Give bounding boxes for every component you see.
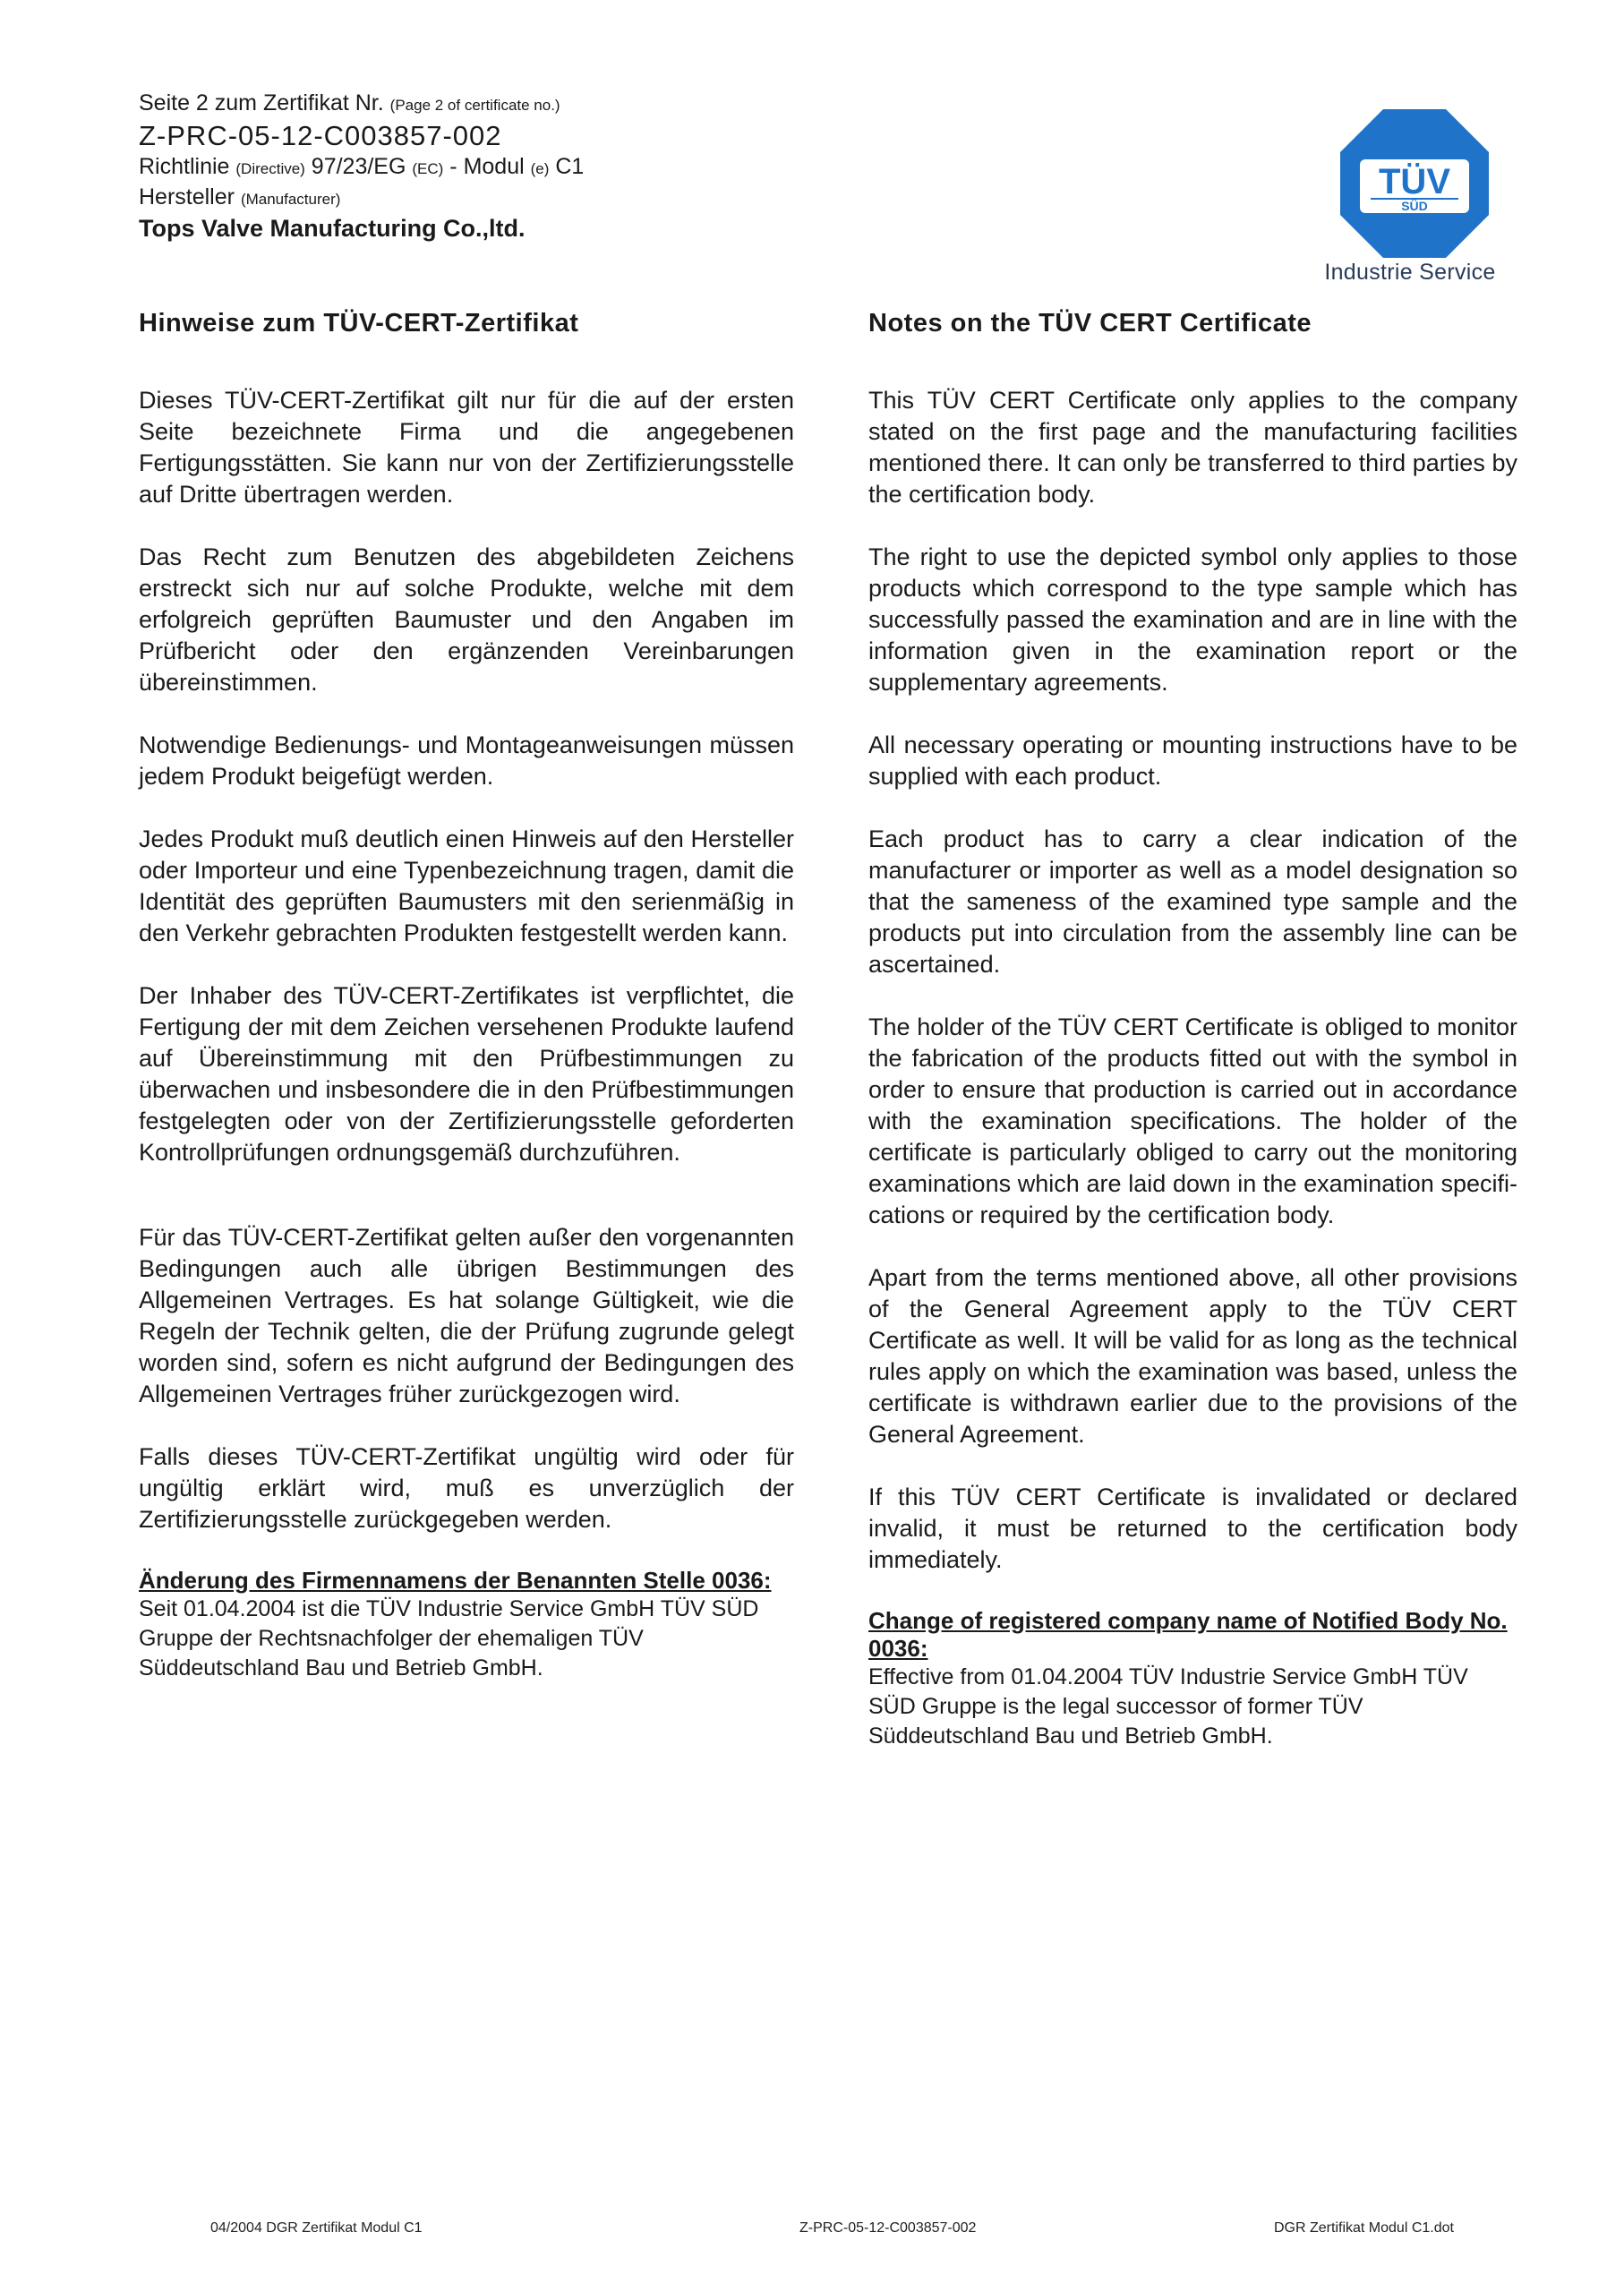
directive-line [139,156,944,178]
tuv-sud-logo-icon [1338,107,1491,260]
logo-brand-text: TÜV [1379,162,1450,201]
english-paragraph: The right to use the depicted symbol only applies to those products which correspond to the type sample which has successfully passed the examination and are in line with the information given in the examination report or the supplementary agreements. [868,543,1517,696]
footer-center: Z-PRC-05-12-C003857-002 [799,2220,977,2236]
module-label-en: (e) [530,160,550,177]
german-paragraph: Jedes Produkt muß deutlich einen Hinweis auf den Hersteller oder Importeur und eine Typenbezeichnung tragen, damit die Identität des geprüften Baumusters mit den serienmäßig in den Verkehr gebrachten Produkten festgestellt werden kann. [139,825,794,946]
manufacturer-label-en: (Manufacturer) [240,191,341,208]
german-title: Hinweise zum TÜV-CERT-Zertifikat [139,309,579,338]
german-note-title: Änderung des Firmennamens der Benannten Stelle 0036: [139,1567,772,1594]
english-notes-column [868,309,1517,1751]
english-paragraph: This TÜV CERT Certificate only applies to the company stated on the first page and the manufacturing facilities mentioned there. It can only be transferred to third parties by the certification body. [868,387,1517,508]
english-note-body: Effective from 01.04.2004 TÜV Industrie Service GmbH TÜV SÜD Gruppe is the legal successor of former TÜV Süddeutschland Bau und Betrieb GmbH. [868,1664,1468,1749]
english-paragraph: Apart from the terms mentioned above, all other provisions of the General Agreement apply to the TÜV CERT Certificate as well. It will be valid for as long as the technical rules apply on which the examination was based, unless the certificate is withdrawn earlier due to the provisions of the General Agreement. [868,1264,1517,1448]
german-paragraph: Für das TÜV-CERT-Zertifikat gelten außer den vorgenannten Bedingungen auch alle übrigen Bestimmungen des Allgemeinen Vertrages. Es hat solange Gültigkeit, wie die Regeln der Technik gelten, die der Prüfung zugrunde gelegt worden sind, sofern es nicht aufgrund der Bedingungen des Allgemeinen Vertrages früher zurückgezogen wird. [139,1224,794,1407]
german-paragraph: Falls dieses TÜV-CERT-Zertifikat ungültig wird oder für ungültig erklärt wird, muß es unverzüglich der Zertifizierungsstelle zurückgegeben werden. [139,1443,794,1533]
footer-right: DGR Zertifikat Modul C1.dot [1274,2220,1454,2236]
page-reference-en: (Page 2 of certificate no.) [389,97,560,114]
german-note-body: Seit 01.04.2004 ist die TÜV Industrie Service GmbH TÜV SÜD Gruppe der Rechtsnachfolger der ehemaligen TÜV Süddeutschland Bau und Betrieb GmbH. [139,1596,759,1681]
english-note-title: Change of registered company name of Notified Body No. 0036: [868,1607,1508,1662]
manufacturer-label-line [139,186,944,209]
english-paragraph: If this TÜV CERT Certificate is invalidated or declared invalid, it must be returned to the certification body immediately. [868,1484,1517,1573]
german-paragraph: Notwendige Bedienungs- und Montageanweisungen müssen jedem Produkt beigefügt werden. [139,731,794,790]
english-paragraph: All necessary operating or mounting instructions have to be supplied with each product. [868,731,1517,790]
german-paragraph: Der Inhaber des TÜV-CERT-Zertifikates ist verpflichtet, die Fertigung der mit dem Zeichen versehenen Produkte laufend auf Übereinstimmung mit den Prüfbestimmungen zu überwachen und insbesondere die in den Prüfbestimmungen festgelegten oder von der Zertifizierungsstelle geforderten Kontrollprüfungen ordnungsgemäß durchzuführen. [139,982,794,1166]
page-reference-de: Seite 2 zum Zertifikat Nr. [139,90,384,115]
manufacturer-name: Tops Valve Manufacturing Co.,ltd. [139,215,526,242]
manufacturer-label: Hersteller [139,184,235,210]
english-title: Notes on the TÜV CERT Certificate [868,309,1312,338]
german-paragraph: Das Recht zum Benutzen des abgebildeten Zeichens erstreckt sich nur auf solche Produkte, welche mit dem erfolgreich geprüften Baumuster und den Angaben im Prüfbericht oder den ergänzenden Vereinbarungen übereinstimmen. [139,543,794,696]
directive-ec: (EC) [412,160,444,177]
english-paragraph: The holder of the TÜV CERT Certificate is obliged to monitor the fabrication of the products fitted out with the symbol in order to ensure that production is carried out in accordance with the examination specifications. The holder of the certificate is particularly obliged to carry out the monitoring examinations which are laid down in the examination specifications or required by the certification body. [868,1013,1517,1228]
directive-label-en: (Directive) [235,160,305,177]
german-paragraph: Dieses TÜV-CERT-Zertifikat gilt nur für die auf der ersten Seite bezeichnete Firma und die angegebenen Fertigungsstätten. Sie kann nur von der Zertifizierungsstelle auf Dritte übertragen werden. [139,387,794,508]
directive-label: Richtlinie [139,154,230,179]
logo-sub-text: SÜD [1401,199,1428,213]
page-reference [139,92,944,115]
english-paragraph: Each product has to carry a clear indication of the manufacturer or importer as well as a model designation so that the sameness of the examined type sample and the products put into circulation from the assembly line can be ascertained. [868,825,1517,978]
module-label: - Modul [449,154,525,179]
german-notes-column [139,309,794,1683]
certificate-number: Z-PRC-05-12-C003857-002 [139,120,502,151]
logo-caption: Industrie Service [1324,260,1496,285]
certificate-header [139,92,944,241]
module-value: C1 [555,154,585,179]
footer-left: 04/2004 DGR Zertifikat Modul C1 [210,2220,423,2236]
directive-number: 97/23/EG [311,154,406,179]
